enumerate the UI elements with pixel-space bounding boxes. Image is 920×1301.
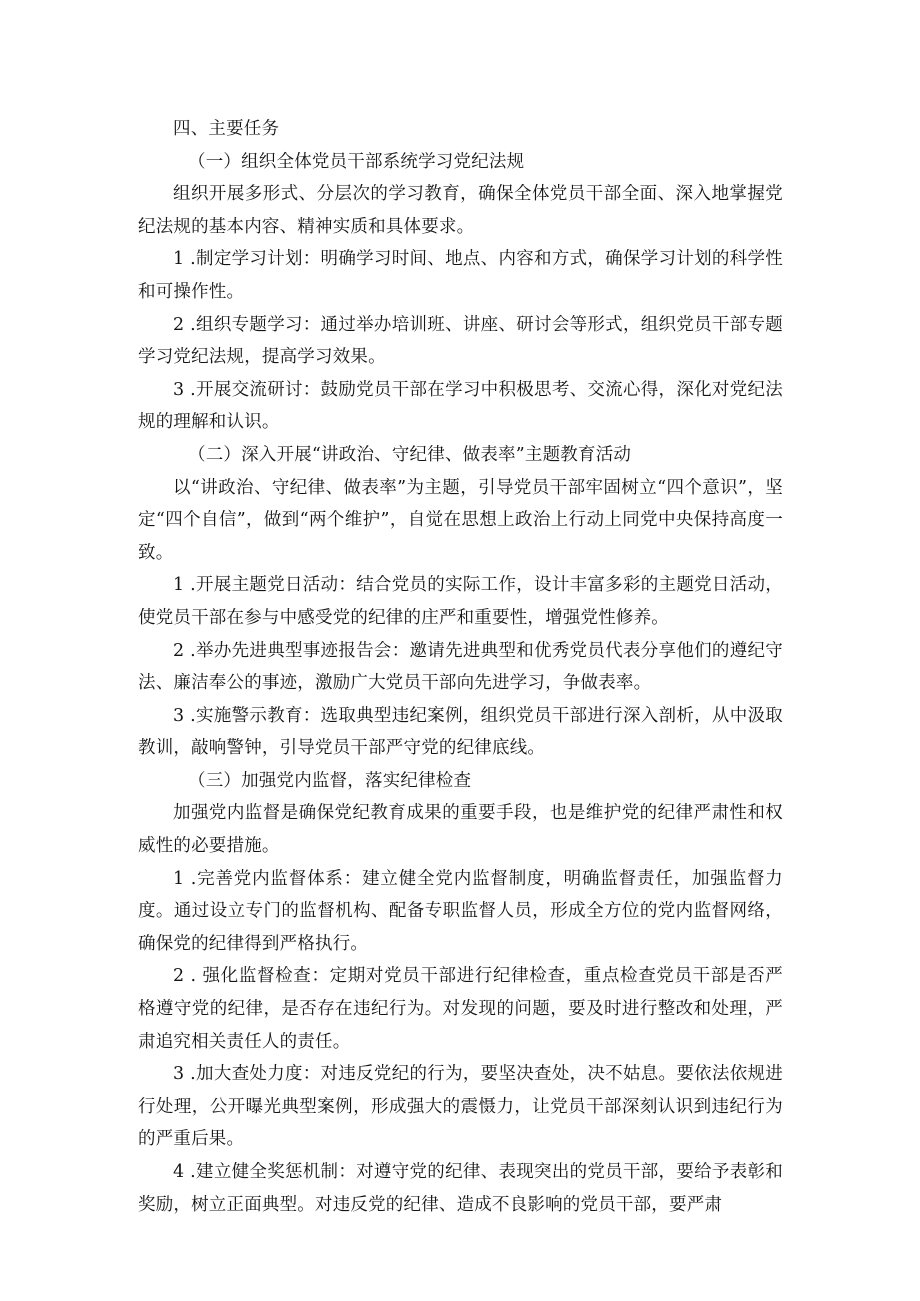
subsection-3-intro: 加强党内监督是确保党纪教育成果的重要手段，也是维护党的纪律严肃性和权威性的必要措施。 bbox=[138, 803, 783, 857]
subsection-1-item-2: 2 .组织专题学习：通过举办培训班、讲座、研讨会等形式，组织党员干部专题学习党纪法规，提高学习效果。 bbox=[138, 314, 783, 368]
subsection-1-item-3: 3 .开展交流研讨：鼓励党员干部在学习中积极思考、交流心得，深化对党纪法规的理解和认识。 bbox=[138, 379, 783, 433]
subsection-2-intro: 以“讲政治、守纪律、做表率”为主题，引导党员干部牢固树立“四个意识”，坚定“四个自信”，做到“两个维护”，自觉在思想上政治上行动上同党中央保持高度一致。 bbox=[138, 477, 783, 563]
subsection-2-item-2: 2 .举办先进典型事迹报告会：邀请先进典型和优秀党员代表分享他们的遵纪守法、廉洁奉公的事迹，激励广大党员干部向先进学习，争做表率。 bbox=[138, 640, 783, 694]
subsection-3-heading: （三）加强党内监督，落实纪律检查 bbox=[188, 770, 472, 791]
subsection-1-intro: 组织开展多形式、分层次的学习教育，确保全体党员干部全面、深入地掌握党纪法规的基本内容、精神实质和具体要求。 bbox=[138, 184, 783, 237]
subsection-2-item-1: 1 .开展主题党日活动：结合党员的实际工作，设计丰富多彩的主题党日活动，使党员干部在参与中感受党的纪律的庄严和重要性，增强党性修养。 bbox=[138, 575, 783, 628]
document-body bbox=[138, 113, 783, 1221]
subsection-3-item-1: 1 .完善党内监督体系：建立健全党内监督制度，明确监督责任，加强监督力度。通过设立专门的监督机构、配备专职监督人员，形成全方位的党内监督网络，确保党的纪律得到严格执行。 bbox=[138, 868, 783, 954]
subsection-2-heading: （二）深入开展“讲政治、守纪律、做表率”主题教育活动 bbox=[188, 444, 632, 465]
subsection-1-heading: （一）组织全体党员干部系统学习党纪法规 bbox=[188, 151, 525, 172]
subsection-2-item-3: 3 .实施警示教育：选取典型违纪案例，组织党员干部进行深入剖析，从中汲取教训，敲响警钟，引导党员干部严守党的纪律底线。 bbox=[138, 705, 783, 759]
section-title: 四、主要任务 bbox=[173, 119, 280, 139]
subsection-3-item-2: 2 . 强化监督检查：定期对党员干部进行纪律检查，重点检查党员干部是否严格遵守党的纪律，是否存在违纪行为。对发现的问题，要及时进行整改和处理，严肃追究相关责任人的责任。 bbox=[138, 966, 783, 1052]
subsection-3-item-3: 3 .加大查处力度：对违反党纪的行为，要坚决查处，决不姑息。要依法依规进行处理，公开曝光典型案例，形成强大的震慑力，让党员干部深刻认识到违纪行为的严重后果。 bbox=[138, 1064, 783, 1150]
subsection-1-item-1: 1 .制定学习计划：明确学习时间、地点、内容和方式，确保学习计划的科学性和可操作性。 bbox=[138, 249, 783, 302]
subsection-3-item-4: 4 .建立健全奖惩机制：对遵守党的纪律、表现突出的党员干部，要给予表彰和奖励，树立正面典型。对违反党的纪律、造成不良影响的党员干部，要严肃 bbox=[138, 1162, 783, 1215]
